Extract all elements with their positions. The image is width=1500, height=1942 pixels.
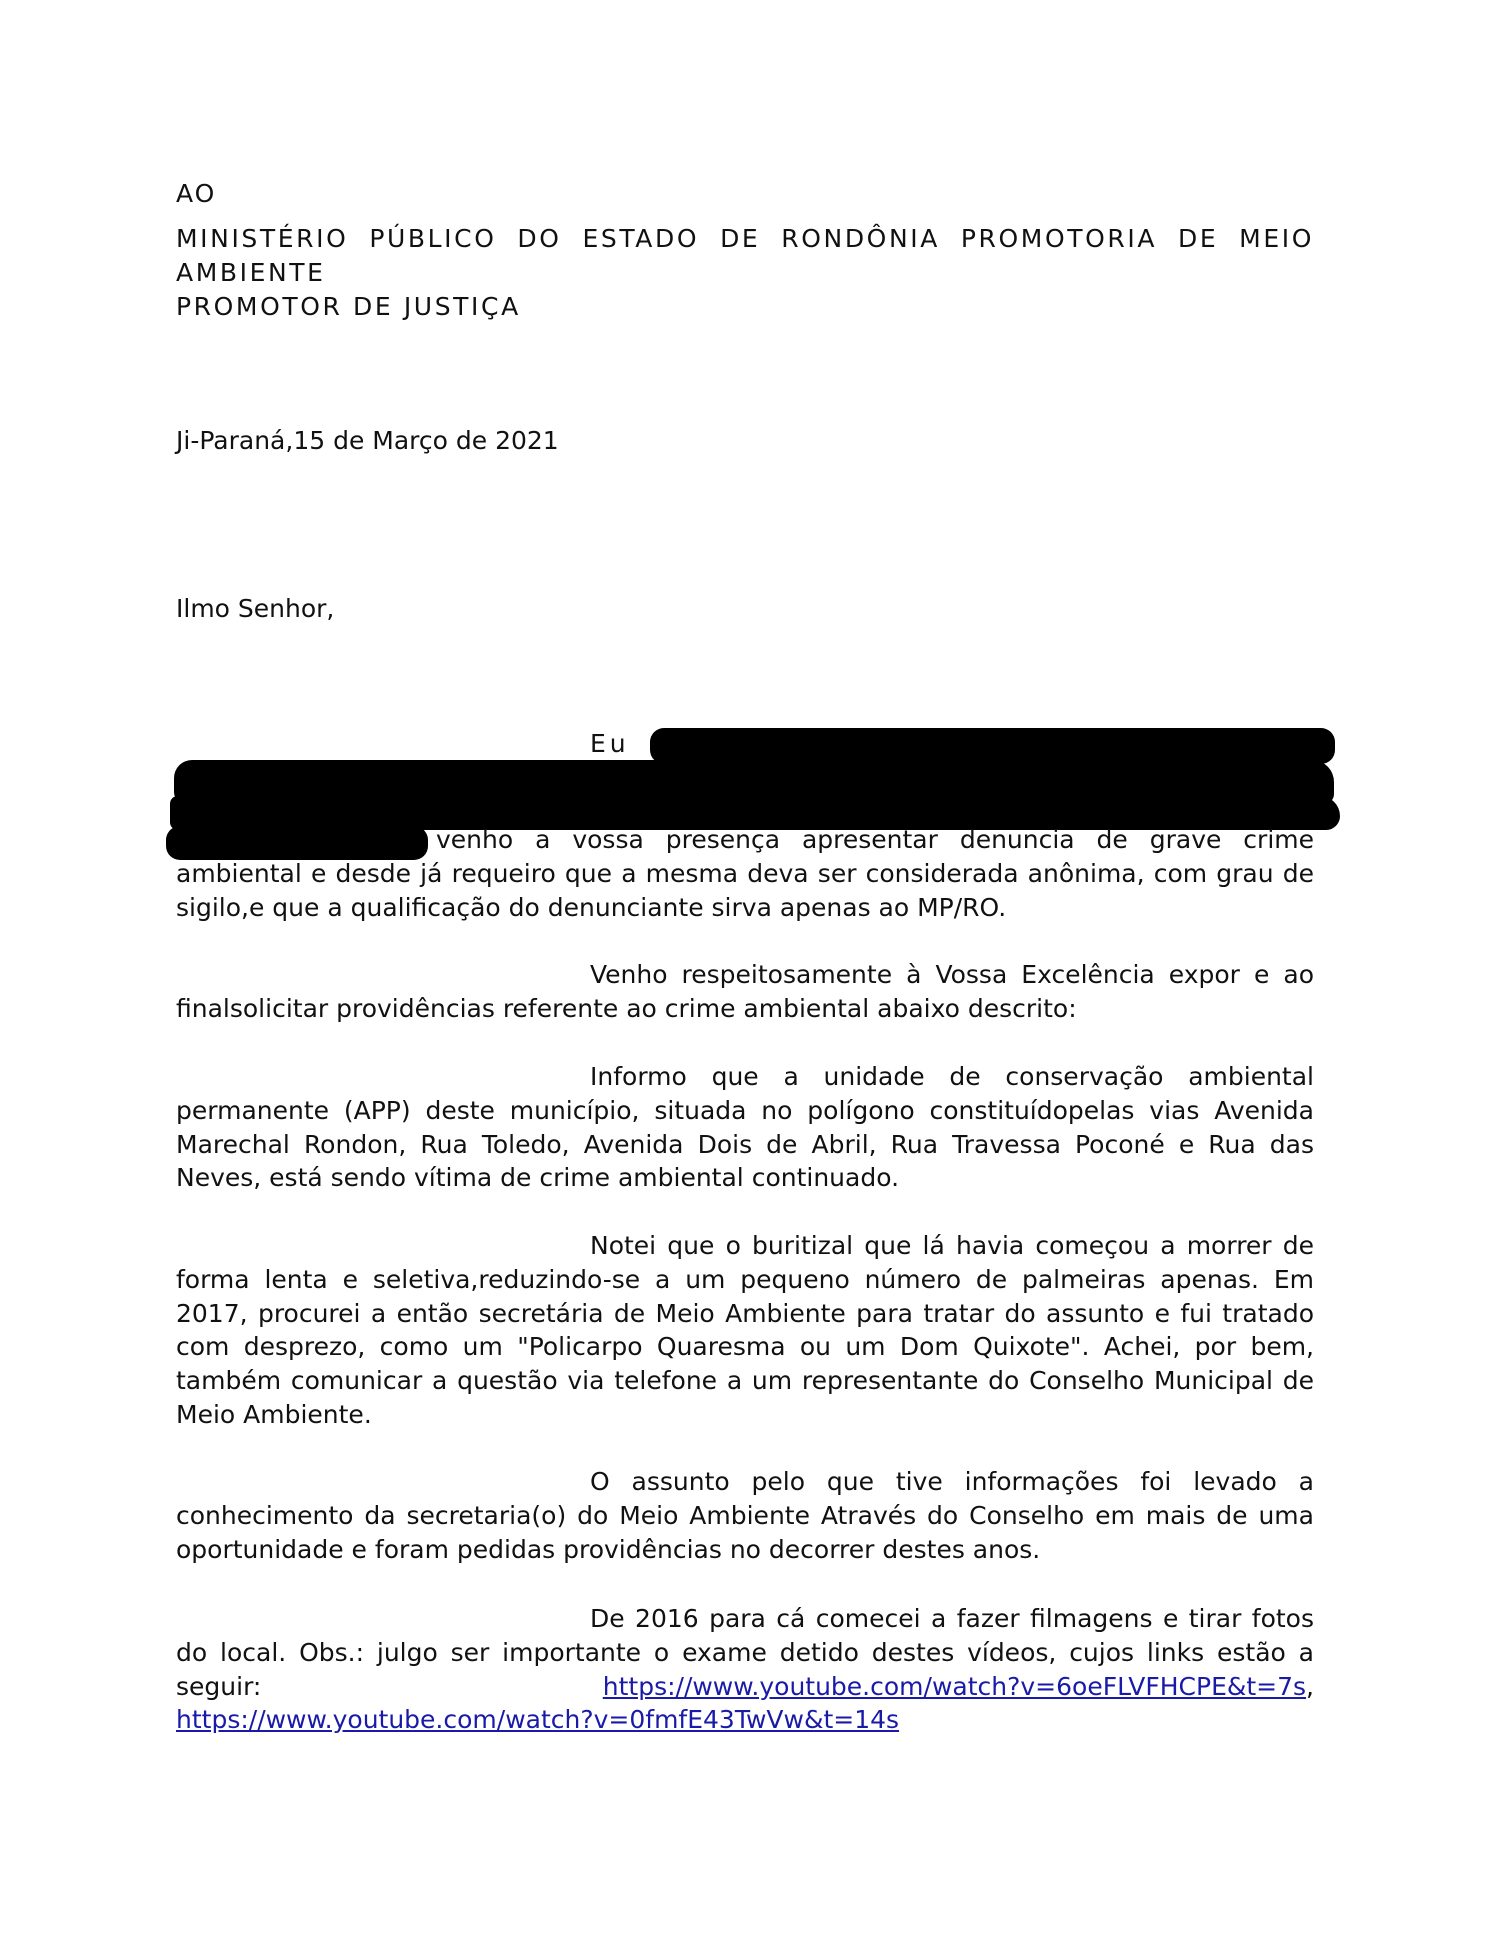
recipient-prefix: AO [176, 179, 217, 208]
addressee-block [176, 222, 1314, 324]
paragraph-1: venho a vossa presença apresentar denuncia de grave crime ambiental e desde já requeiro que a mesma deva ser considerada anônima, com grau de sigilo,e que a qualificação do denunciante sirva apenas ao MP/RO. [176, 825, 1314, 922]
addressee-line-3: PROMOTOR DE JUSTIÇA [176, 292, 521, 321]
addressee-line-1: MINISTÉRIO PÚBLICO DO ESTADO DE RONDÔNIA PROMOTORIA DE MEIO [176, 224, 1314, 253]
video-link-2[interactable]: https://www.youtube.com/watch?v=0fmfE43TwVw&t=14s [176, 1705, 900, 1735]
paragraph-6 [176, 1602, 1314, 1737]
paragraph-1-start: Eu [590, 729, 630, 758]
paragraph-4: Notei que o buritizal que lá havia começou a morrer de forma lenta e seletiva,reduzindo-se a um pequeno número de palmeiras apenas. Em 2017, procurei a então secretária de Meio Ambiente para tratar do assunto e fui tratado com desprezo, como um "Policarpo Quaresma ou um Dom Quixote". Achei, por bem, também comunicar a questão via telefone a um representante do Conselho Municipal de Meio Ambiente. [176, 1231, 1314, 1429]
date-line: Ji-Paraná,15 de Março de 2021 [176, 426, 559, 455]
video-link-1[interactable]: https://www.youtube.com/watch?v=6oeFLVFHCPE&t=7s [602, 1671, 1307, 1701]
addressee-line-2: AMBIENTE [176, 258, 326, 287]
salutation: Ilmo Senhor, [176, 594, 335, 623]
link-separator: , [1306, 1671, 1314, 1701]
paragraph-6-text: De 2016 para cá comecei a fazer filmagens e tirar fotos do local. Obs.: julgo ser importante o exame detido destes vídeos, cujos links estão a seguir: [176, 1604, 1314, 1701]
paragraph-5: O assunto pelo que tive informações foi levado a conhecimento da secretaria(o) do Meio Ambiente Através do Conselho em mais de uma oportunidade e foram pedidas providências no decorrer destes anos. [176, 1467, 1314, 1564]
redaction-bar-1 [650, 728, 1335, 764]
paragraph-2: Venho respeitosamente à Vossa Excelência expor e ao finalsolicitar providências referente ao crime ambiental abaixo descrito: [176, 960, 1314, 1023]
paragraph-3: Informo que a unidade de conservação ambiental permanente (APP) deste município, situada no polígono constituídopelas vias Avenida Marechal Rondon, Rua Toledo, Avenida Dois de Abril, Rua Travessa Poconé e Rua das Neves, está sendo vítima de crime ambiental continuado. [176, 1062, 1314, 1193]
